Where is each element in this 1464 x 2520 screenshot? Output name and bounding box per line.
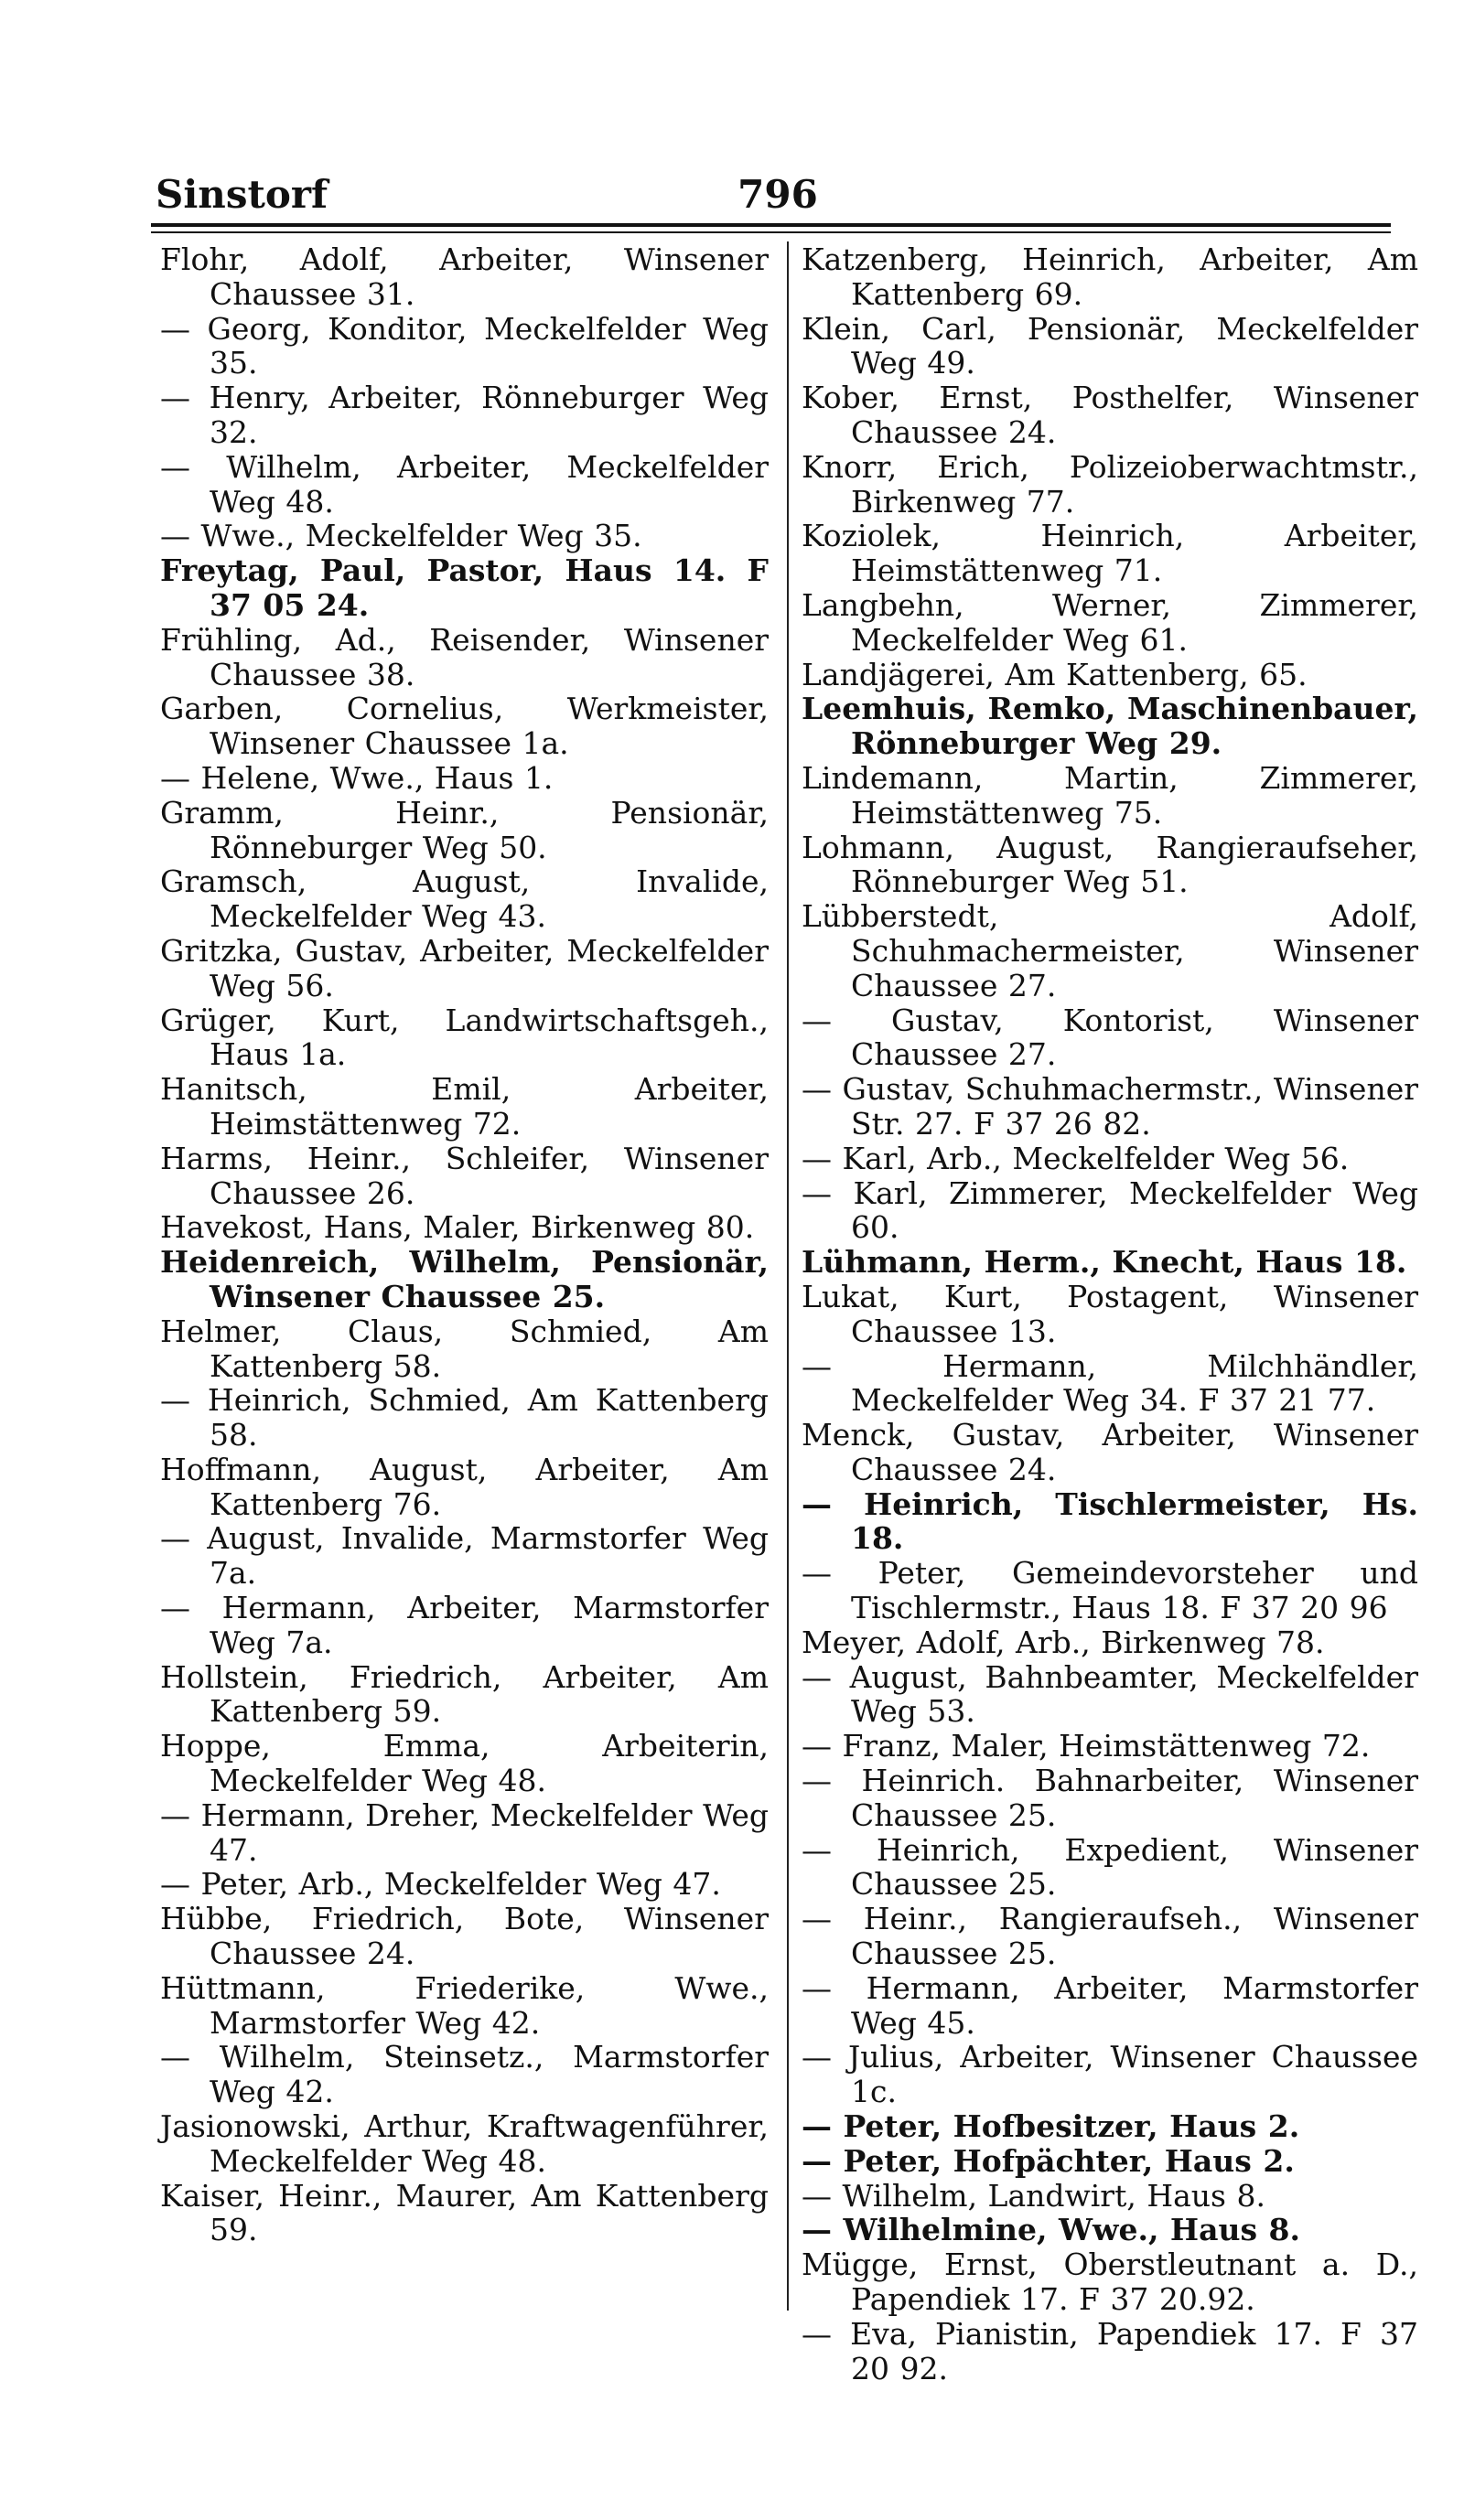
directory-entry: Hoffmann, August, Arbeiter, Am Kattenberg 76.: [160, 1451, 769, 1522]
directory-entry: — Wilhelm, Landwirt, Haus 8.: [802, 2177, 1265, 2214]
directory-entry: Knorr, Erich, Polizeioberwachtmstr., Birkenweg 77.: [802, 448, 1418, 520]
directory-entry: — Wilhelm, Arbeiter, Meckelfelder Weg 48.: [160, 448, 769, 520]
right-column: [802, 242, 1418, 2386]
left-column: [160, 242, 769, 2247]
directory-entry: Gritzka, Gustav, Arbeiter, Meckelfelder Weg 56.: [160, 932, 769, 1003]
directory-entry: — Peter, Gemeindevorsteher und Tischlermstr., Haus 18. F 37 20 96: [802, 1555, 1418, 1626]
directory-entry: Lukat, Kurt, Postagent, Winsener Chaussee 13.: [802, 1278, 1418, 1349]
directory-entry: — Helene, Wwe., Haus 1.: [160, 759, 554, 796]
directory-entry: Kaiser, Heinr., Maurer, Am Kattenberg 59.: [160, 2177, 769, 2248]
directory-entry: Kober, Ernst, Posthelfer, Winsener Chaussee 24.: [802, 380, 1418, 450]
header-rule-thin: [151, 231, 1391, 233]
page-header-place: Sinstorf: [156, 172, 328, 217]
directory-entry: Leemhuis, Remko, Maschinenbauer, Rönneburger Weg 29.: [802, 691, 1418, 762]
directory-entry: Hüttmann, Friederike, Wwe., Marmstorfer Weg 42.: [160, 1969, 769, 2041]
directory-entry: Lühmann, Herm., Knecht, Haus 18.: [802, 1244, 1407, 1281]
directory-entry: — Hermann, Dreher, Meckelfelder Weg 47.: [160, 1796, 769, 1868]
directory-entry: Freytag, Paul, Pastor, Haus 14. F 37 05 24.: [160, 552, 769, 623]
directory-entry: — Heinrich, Schmied, Am Kattenberg 58.: [160, 1382, 769, 1453]
directory-entry: — Karl, Zimmerer, Meckelfelder Weg 60.: [802, 1174, 1418, 1246]
directory-entry: — August, Invalide, Marmstorfer Weg 7a.: [160, 1520, 769, 1592]
directory-entry: Meyer, Adolf, Arb., Birkenweg 78.: [802, 1624, 1325, 1660]
directory-entry: — Peter, Arb., Meckelfelder Weg 47.: [160, 1866, 721, 1903]
directory-entry: Helmer, Claus, Schmied, Am Kattenberg 58.: [160, 1313, 769, 1384]
directory-entry: — Wilhelmine, Wwe., Haus 8.: [802, 2212, 1300, 2248]
directory-entry: — Julius, Arbeiter, Winsener Chaussee 1c.: [802, 2039, 1418, 2110]
directory-entry: — Gustav, Schuhmachermstr., Winsener Str. 27. F 37 26 82.: [802, 1071, 1418, 1142]
directory-entry: Hollstein, Friedrich, Arbeiter, Am Kattenberg 59.: [160, 1658, 769, 1730]
directory-entry: — Peter, Hofbesitzer, Haus 2.: [802, 2108, 1300, 2145]
directory-entry: Hanitsch, Emil, Arbeiter, Heimstättenweg 72.: [160, 1071, 769, 1142]
directory-entry: Jasionowski, Arthur, Kraftwagenführer, Meckelfelder Weg 48.: [160, 2108, 769, 2179]
directory-entry: Heidenreich, Wilhelm, Pensionär, Winsener Chaussee 25.: [160, 1244, 769, 1314]
directory-entry: — Wwe., Meckelfelder Weg 35.: [160, 518, 642, 554]
directory-entry: Gramsch, August, Invalide, Meckelfelder Weg 43.: [160, 863, 769, 935]
directory-entry: Langbehn, Werner, Zimmerer, Meckelfelder Weg 61.: [802, 586, 1418, 658]
directory-entry: Gramm, Heinr., Pensionär, Rönneburger Weg 50.: [160, 794, 769, 865]
directory-entry: Mügge, Ernst, Oberstleutnant a. D., Papendiek 17. F 37 20.92.: [802, 2247, 1418, 2318]
directory-entry: Lohmann, August, Rangieraufseher, Rönneburger Weg 51.: [802, 829, 1418, 900]
directory-entry: Grüger, Kurt, Landwirtschaftsgeh., Haus 1a.: [160, 1002, 769, 1073]
directory-entry: — Hermann, Arbeiter, Marmstorfer Weg 45.: [802, 1969, 1418, 2041]
directory-entry: — Karl, Arb., Meckelfelder Weg 56.: [802, 1140, 1350, 1176]
directory-entry: — Franz, Maler, Heimstättenweg 72.: [802, 1728, 1371, 1764]
directory-entry: — Heinrich. Bahnarbeiter, Winsener Chaussee 25.: [802, 1763, 1418, 1833]
directory-entry: — Hermann, Arbeiter, Marmstorfer Weg 7a.: [160, 1590, 769, 1660]
directory-entry: Harms, Heinr., Schleifer, Winsener Chaussee 26.: [160, 1140, 769, 1211]
directory-entry: Hübbe, Friedrich, Bote, Winsener Chaussee 24.: [160, 1901, 769, 1972]
directory-entry: Koziolek, Heinrich, Arbeiter, Heimstättenweg 71.: [802, 518, 1418, 589]
page-number: 796: [737, 172, 818, 217]
directory-entry: — Hermann, Milchhändler, Meckelfelder Weg 34. F 37 21 77.: [802, 1347, 1418, 1419]
directory-entry: Flohr, Adolf, Arbeiter, Winsener Chaussee 31.: [160, 241, 769, 312]
directory-entry: Garben, Cornelius, Werkmeister, Winsener Chaussee 1a.: [160, 691, 769, 762]
directory-entry: Landjägerei, Am Kattenberg, 65.: [802, 656, 1308, 692]
directory-entry: — Georg, Konditor, Meckelfelder Weg 35.: [160, 310, 769, 381]
directory-entry: — Eva, Pianistin, Papendiek 17. F 37 20 92.: [802, 2315, 1418, 2386]
directory-entry: — Heinr., Rangieraufseh., Winsener Chaussee 25.: [802, 1901, 1418, 1972]
header-rule-thick: [151, 223, 1391, 227]
directory-entry: Frühling, Ad., Reisender, Winsener Chaussee 38.: [160, 621, 769, 692]
directory-entry: Lübberstedt, Adolf, Schuhmachermeister, Winsener Chaussee 27.: [802, 898, 1418, 1003]
directory-entry: Lindemann, Martin, Zimmerer, Heimstättenweg 75.: [802, 759, 1418, 831]
directory-entry: Havekost, Hans, Maler, Birkenweg 80.: [160, 1209, 755, 1246]
directory-entry: — Wilhelm, Steinsetz., Marmstorfer Weg 42.: [160, 2039, 769, 2110]
directory-entry: — Peter, Hofpächter, Haus 2.: [802, 2142, 1295, 2179]
directory-entry: — Heinrich, Tischlermeister, Hs. 18.: [802, 1485, 1418, 1557]
directory-entry: — Gustav, Kontorist, Winsener Chaussee 27.: [802, 1002, 1418, 1073]
directory-entry: — Henry, Arbeiter, Rönneburger Weg 32.: [160, 380, 769, 450]
directory-entry: Katzenberg, Heinrich, Arbeiter, Am Kattenberg 69.: [802, 241, 1418, 312]
directory-entry: Klein, Carl, Pensionär, Meckelfelder Weg 49.: [802, 310, 1418, 381]
directory-entry: Hoppe, Emma, Arbeiterin, Meckelfelder Weg 48.: [160, 1728, 769, 1799]
directory-entry: — Heinrich, Expedient, Winsener Chaussee 25.: [802, 1831, 1418, 1903]
column-divider: [787, 241, 789, 2311]
directory-entry: Menck, Gustav, Arbeiter, Winsener Chaussee 24.: [802, 1417, 1418, 1487]
directory-entry: — August, Bahnbeamter, Meckelfelder Weg 53.: [802, 1658, 1418, 1730]
